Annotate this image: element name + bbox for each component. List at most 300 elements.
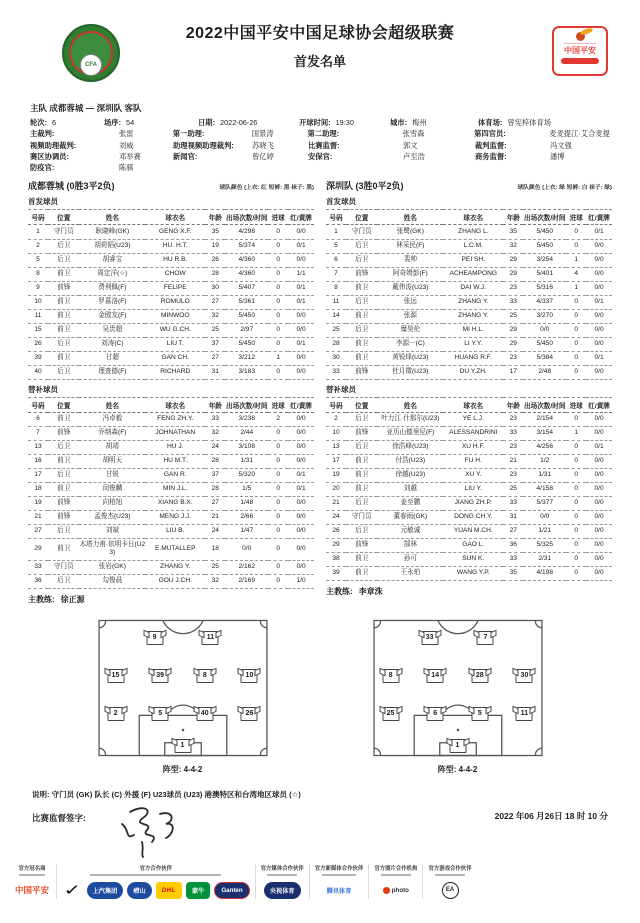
player-cell: 林采民(F) xyxy=(377,239,443,253)
player-cell: 1 xyxy=(28,225,48,239)
player-row xyxy=(326,552,612,566)
info-row xyxy=(30,117,610,128)
column-header: 年龄 xyxy=(503,210,523,225)
player-cell: 0 xyxy=(566,309,586,323)
player-cell: 4/198 xyxy=(523,566,566,580)
player-cell: 前卫 xyxy=(346,468,377,482)
player-cell: 0 xyxy=(566,239,586,253)
away-coach-label: 主教练: xyxy=(326,586,353,596)
player-row xyxy=(326,267,612,281)
player-cell: GAN CH. xyxy=(145,351,205,365)
player-cell: 33 xyxy=(326,365,346,379)
player-cell: XIANG B.X. xyxy=(145,496,205,510)
player-row xyxy=(326,309,612,323)
player-row xyxy=(28,337,314,351)
player-cell: 0/0 xyxy=(586,510,612,524)
player-cell: 35 xyxy=(503,566,523,580)
player-cell: LIU B. xyxy=(145,524,205,538)
player-cell: HUANG R.F. xyxy=(443,351,503,365)
column-header: 姓名 xyxy=(79,397,145,412)
player-cell: 5/361 xyxy=(225,295,268,309)
player-cell: 0/1 xyxy=(288,239,314,253)
info-label: 裁判监督: xyxy=(475,140,507,150)
player-cell: ROMULO xyxy=(145,295,205,309)
player-cell: 32 xyxy=(205,575,225,589)
column-header: 年龄 xyxy=(205,210,225,225)
info-value: 郭文 xyxy=(403,140,418,150)
info-value: 曾亿婷 xyxy=(252,151,274,161)
player-row xyxy=(326,566,612,580)
player-cell: 5/450 xyxy=(523,337,566,351)
player-cell: GAN R. xyxy=(145,468,205,482)
player-cell: 5/320 xyxy=(225,468,268,482)
player-row xyxy=(326,281,612,295)
player-cell: 0/1 xyxy=(288,281,314,295)
player-cell: 25 xyxy=(326,323,346,337)
player-cell: 0/0 xyxy=(586,426,612,440)
player-cell: 0/0 xyxy=(288,309,314,323)
player-row xyxy=(28,538,314,560)
info-value: 梅州 xyxy=(412,118,427,127)
info-pair xyxy=(308,140,475,151)
player-cell: GAO L. xyxy=(443,538,503,552)
info-pair xyxy=(104,117,198,128)
player-cell: 27 xyxy=(205,351,225,365)
info-label: 轮次: xyxy=(30,118,48,127)
player-cell: 0 xyxy=(268,454,288,468)
player-cell: 0 xyxy=(268,225,288,239)
player-cell: 后卫 xyxy=(346,239,377,253)
home-pitch xyxy=(90,615,276,761)
player-cell: 16 xyxy=(28,454,48,468)
info-label: 体育场: xyxy=(478,118,503,127)
column-header: 球衣名 xyxy=(443,397,503,412)
cctv-sports-logo: 央视体育 xyxy=(264,882,301,899)
info-value: 陈骐 xyxy=(119,163,134,173)
player-cell: 0 xyxy=(268,524,288,538)
sponsor-sub-line xyxy=(90,874,221,876)
sponsor-group xyxy=(368,864,422,899)
player-cell: 费利佩(F) xyxy=(79,281,145,295)
player-cell: 5/377 xyxy=(523,496,566,510)
player-cell: 0/0 xyxy=(586,412,612,426)
player-cell: DAI W.J. xyxy=(443,281,503,295)
player-cell: 金敃友(F) xyxy=(79,309,145,323)
player-cell: 0 xyxy=(268,482,288,496)
sponsor-group xyxy=(422,864,476,899)
player-cell: 0/0 xyxy=(586,538,612,552)
info-pair xyxy=(475,151,610,162)
player-cell: 闵俊麟 xyxy=(79,482,145,496)
info-label: 日期: xyxy=(198,118,216,127)
player-cell: 守门员 xyxy=(48,225,79,239)
home-subs-table xyxy=(28,397,314,589)
player-cell: 5/316 xyxy=(523,281,566,295)
column-header: 球衣名 xyxy=(145,397,205,412)
player-cell: 前卫 xyxy=(48,267,79,281)
signature-row xyxy=(32,802,608,858)
player-cell: 0/0 xyxy=(288,524,314,538)
info-pair xyxy=(308,151,475,162)
player-jersey-icon: 10 xyxy=(241,669,258,683)
sponsor-sub-line xyxy=(267,874,297,876)
player-cell: 勾俊晨 xyxy=(79,575,145,589)
home-subs-label: 替补球员 xyxy=(28,384,58,394)
player-row xyxy=(28,575,314,589)
player-cell: 0/1 xyxy=(586,351,612,365)
player-cell: 0 xyxy=(268,468,288,482)
player-cell: 11 xyxy=(326,295,346,309)
player-cell: 0 xyxy=(268,510,288,524)
sponsor-sub-line xyxy=(19,874,46,876)
player-cell: 31 xyxy=(503,510,523,524)
player-jersey-icon: 33 xyxy=(421,631,438,645)
info-value: 曾宪梓体育场 xyxy=(507,118,552,127)
player-cell: 26 xyxy=(205,253,225,267)
player-cell: ZHANG L. xyxy=(443,225,503,239)
player-cell: 前锋 xyxy=(48,426,79,440)
player-cell: JOHNATHAN xyxy=(145,426,205,440)
player-cell: 3/238 xyxy=(225,412,268,426)
player-cell: 0/0 xyxy=(288,323,314,337)
info-label: 第一助理: xyxy=(172,129,205,139)
info-pair xyxy=(307,128,474,139)
player-cell: 裴帅 xyxy=(377,253,443,267)
player-cell: 1/2 xyxy=(523,454,566,468)
player-cell: 1/47 xyxy=(225,524,268,538)
player-cell: 0 xyxy=(268,309,288,323)
player-cell: MIN J.L. xyxy=(145,482,205,496)
player-cell: 0 xyxy=(566,538,586,552)
player-cell: YE L.J. xyxy=(443,412,503,426)
info-label: 城市: xyxy=(390,118,408,127)
player-cell: 5/384 xyxy=(523,351,566,365)
player-row xyxy=(326,295,612,309)
sponsor-sub-line xyxy=(435,874,465,876)
player-cell: 0/0 xyxy=(586,239,612,253)
player-cell: GOU J.CH. xyxy=(145,575,205,589)
table-header-row xyxy=(326,397,612,412)
away-starters-label: 首发球员 xyxy=(326,197,356,207)
player-row xyxy=(326,482,612,496)
column-header: 位置 xyxy=(346,397,377,412)
info-label: 赛区协调员: xyxy=(30,151,69,161)
player-cell: GENG X.F. xyxy=(145,225,205,239)
player-cell: 23 xyxy=(503,351,523,365)
player-cell: 6 xyxy=(326,253,346,267)
column-header: 出场次数/时间 xyxy=(523,397,566,412)
player-cell: 33 xyxy=(205,412,225,426)
player-cell: 1/1 xyxy=(288,267,314,281)
player-cell: 1 xyxy=(566,253,586,267)
player-cell: 0/0 xyxy=(586,552,612,566)
mengniu-logo: 蒙牛 xyxy=(186,882,210,899)
player-cell: 7 xyxy=(326,267,346,281)
player-cell: DONG CH.Y. xyxy=(443,510,503,524)
info-pair xyxy=(30,162,173,173)
player-cell: 1/48 xyxy=(225,496,268,510)
player-cell: 4/298 xyxy=(225,225,268,239)
sponsor-logos xyxy=(321,882,358,899)
info-label: 第四官员: xyxy=(474,129,506,139)
player-cell: 8 xyxy=(28,267,48,281)
column-header: 姓名 xyxy=(377,397,443,412)
match-info-grid xyxy=(0,117,640,173)
player-cell: 0 xyxy=(268,337,288,351)
player-cell: 5/374 xyxy=(225,239,268,253)
player-cell: DU Y.ZH. xyxy=(443,365,503,379)
player-cell: 2/97 xyxy=(225,323,268,337)
player-cell: 杜月徵(U23) xyxy=(377,365,443,379)
player-cell: 35 xyxy=(205,225,225,239)
sponsor-group-label: 官方媒体合作伙伴 xyxy=(260,866,304,873)
player-cell: 17 xyxy=(503,365,523,379)
away-coach-name: 李章洙 xyxy=(358,586,383,596)
player-cell: 1 xyxy=(268,351,288,365)
info-label: 场序: xyxy=(104,118,122,127)
player-cell: 29 xyxy=(28,538,48,560)
player-cell: 10 xyxy=(28,295,48,309)
player-cell: 前卫 xyxy=(346,482,377,496)
column-header: 出场次数/时间 xyxy=(225,210,268,225)
player-cell: 40 xyxy=(28,365,48,379)
player-jersey-icon: 1 xyxy=(174,739,191,753)
player-cell: 前卫 xyxy=(48,309,79,323)
player-cell: 29 xyxy=(503,267,523,281)
home-coach-label: 主教练: xyxy=(28,595,55,605)
player-cell: 董春雨(GK) xyxy=(377,510,443,524)
player-row xyxy=(28,309,314,323)
player-cell: 27 xyxy=(503,524,523,538)
info-value: 刘威 xyxy=(119,140,134,150)
player-cell: 前锋 xyxy=(346,426,377,440)
player-cell: 罗慕洛(F) xyxy=(79,295,145,309)
info-pair xyxy=(30,151,173,162)
player-cell: 理查德(F) xyxy=(79,365,145,379)
player-cell: CHOW xyxy=(145,267,205,281)
player-cell: E.MUTALLEP xyxy=(145,538,205,560)
player-cell: 20 xyxy=(326,482,346,496)
player-cell: 2/48 xyxy=(523,365,566,379)
player-cell: 前卫 xyxy=(346,281,377,295)
player-cell: 2/169 xyxy=(225,575,268,589)
player-cell: ALESSANDRINI xyxy=(443,426,503,440)
player-cell: FELIPE xyxy=(145,281,205,295)
player-cell: 前卫 xyxy=(346,454,377,468)
player-cell: 13 xyxy=(326,440,346,454)
player-cell: 25 xyxy=(205,561,225,575)
player-cell: 0/0 xyxy=(288,225,314,239)
column-header: 红/黄牌 xyxy=(586,397,612,412)
player-cell: 0 xyxy=(268,267,288,281)
player-cell: 2/31 xyxy=(523,552,566,566)
info-pair xyxy=(30,140,173,151)
player-cell: 21 xyxy=(326,496,346,510)
player-cell: 0/0 xyxy=(586,482,612,496)
player-cell: 29 xyxy=(503,253,523,267)
player-cell: 1/31 xyxy=(523,468,566,482)
info-row xyxy=(30,162,610,173)
sponsor-group-label: 官方游戏合作伙伴 xyxy=(428,866,472,873)
player-cell: 0 xyxy=(566,482,586,496)
player-cell: 0/0 xyxy=(288,440,314,454)
player-cell: 0/0 xyxy=(586,323,612,337)
player-cell: 23 xyxy=(503,468,523,482)
info-row xyxy=(30,140,610,151)
info-value: 麦麦提江·艾合麦提 xyxy=(549,129,610,139)
player-cell: 0/0 xyxy=(288,365,314,379)
player-row xyxy=(28,561,314,575)
player-cell: 0 xyxy=(566,496,586,510)
player-cell: 0 xyxy=(268,365,288,379)
player-cell: 1/0 xyxy=(288,575,314,589)
away-formation xyxy=(358,615,558,775)
player-cell: 0/0 xyxy=(288,351,314,365)
away-kit-colors: 球队颜色 (上衣: 绿 短裤: 白 袜子: 绿) xyxy=(517,185,612,192)
player-cell: 0 xyxy=(566,295,586,309)
player-row xyxy=(326,351,612,365)
player-cell: 刘越 xyxy=(377,482,443,496)
player-row xyxy=(28,524,314,538)
player-cell: 前锋 xyxy=(48,281,79,295)
column-header: 年龄 xyxy=(503,397,523,412)
player-cell: 2 xyxy=(28,239,48,253)
player-cell: 前锋 xyxy=(346,365,377,379)
player-cell: 后卫 xyxy=(48,468,79,482)
player-cell: 前卫 xyxy=(48,351,79,365)
player-row xyxy=(28,426,314,440)
player-cell: 徐浩峰(U23) xyxy=(377,440,443,454)
info-label: 助理视频助理裁判: xyxy=(173,140,234,150)
player-cell: 0 xyxy=(566,510,586,524)
sponsor-logos xyxy=(62,882,250,899)
player-row xyxy=(326,225,612,239)
player-cell: 3/108 xyxy=(225,440,268,454)
player-cell: 阿奇姆彭(F) xyxy=(377,267,443,281)
player-cell: 2/44 xyxy=(225,426,268,440)
player-cell: 吴贵超 xyxy=(79,323,145,337)
sponsor-logos xyxy=(264,882,301,899)
player-cell: 23 xyxy=(503,440,523,454)
player-cell: 前锋 xyxy=(48,510,79,524)
player-cell: 5/450 xyxy=(523,225,566,239)
away-team-section xyxy=(326,179,612,605)
player-cell: 后卫 xyxy=(48,337,79,351)
player-cell: 2 xyxy=(326,412,346,426)
player-row xyxy=(28,323,314,337)
player-cell: 2 xyxy=(268,412,288,426)
home-starters-table xyxy=(28,209,314,379)
info-pair xyxy=(299,117,390,128)
player-cell: 前锋 xyxy=(346,267,377,281)
player-cell: 31 xyxy=(205,365,225,379)
player-cell: 0/0 xyxy=(288,426,314,440)
player-cell: 木塔力甫·依明卡日(U23) xyxy=(79,538,145,560)
player-cell: 37 xyxy=(205,468,225,482)
column-header: 号码 xyxy=(326,210,346,225)
column-header: 出场次数/时间 xyxy=(225,397,268,412)
csl-flame-icon xyxy=(576,32,585,41)
player-cell: 甘锐 xyxy=(79,468,145,482)
player-cell: 0/0 xyxy=(586,454,612,468)
player-cell: 4/337 xyxy=(523,295,566,309)
player-cell: WANG Y.P. xyxy=(443,566,503,580)
player-cell: 守门员 xyxy=(346,225,377,239)
player-cell: 36 xyxy=(503,538,523,552)
column-header: 红/黄牌 xyxy=(586,210,612,225)
player-cell: 后卫 xyxy=(346,440,377,454)
player-row xyxy=(28,454,314,468)
player-cell: 13 xyxy=(28,440,48,454)
info-label: 第二助理: xyxy=(307,129,340,139)
player-cell: 23 xyxy=(503,412,523,426)
away-team-name: 深圳队 (3胜0平2负) xyxy=(326,181,404,192)
ganten-logo: Ganten xyxy=(214,882,249,899)
info-label: 比赛监督: xyxy=(308,140,340,150)
player-cell: 0 xyxy=(566,454,586,468)
player-cell: 前卫 xyxy=(346,337,377,351)
player-row xyxy=(326,426,612,440)
player-row xyxy=(326,323,612,337)
player-row xyxy=(326,253,612,267)
info-pair xyxy=(173,128,308,139)
player-cell: 0 xyxy=(268,281,288,295)
player-cell: 5 xyxy=(28,253,48,267)
sponsor-group xyxy=(309,864,369,899)
column-header: 球衣名 xyxy=(145,210,205,225)
player-jersey-icon: 2 xyxy=(107,707,124,721)
player-cell: 守门员 xyxy=(48,561,79,575)
player-cell: 2/66 xyxy=(225,510,268,524)
table-header-row xyxy=(28,397,314,412)
ea-sports-logo: EA xyxy=(442,882,459,899)
laoshan-logo: 崂山 xyxy=(127,882,151,899)
player-cell: 刘斌 xyxy=(79,524,145,538)
player-jersey-icon: 14 xyxy=(427,669,444,683)
player-cell: 后卫 xyxy=(346,412,377,426)
player-cell: 黄锐烽(U23) xyxy=(377,351,443,365)
player-cell: 25 xyxy=(503,482,523,496)
sponsor-group-label: 官方冠名商 xyxy=(18,866,46,873)
badge-season-pill xyxy=(561,58,599,64)
player-cell: 0 xyxy=(566,524,586,538)
supervisor-signature-scribble xyxy=(110,802,188,858)
sponsor-group xyxy=(56,864,255,899)
player-cell: 33 xyxy=(503,295,523,309)
report-datetime: 2022 年06 月26日 18 时 10 分 xyxy=(494,811,608,822)
info-pair xyxy=(30,117,104,128)
player-cell: 2/162 xyxy=(225,561,268,575)
player-cell: 0 xyxy=(566,552,586,566)
player-cell: 后卫 xyxy=(346,253,377,267)
column-header: 姓名 xyxy=(79,210,145,225)
player-cell: 5/407 xyxy=(225,281,268,295)
info-label: 视频助理裁判: xyxy=(30,140,77,150)
player-cell: 0/0 xyxy=(586,253,612,267)
player-cell: 27 xyxy=(28,524,48,538)
player-cell: 29 xyxy=(503,323,523,337)
player-cell: 19 xyxy=(205,239,225,253)
player-cell: 0/0 xyxy=(586,468,612,482)
info-pair xyxy=(475,140,610,151)
player-cell: 0/0 xyxy=(586,365,612,379)
away-subs-label: 替补球员 xyxy=(326,384,356,394)
player-jersey-icon: 40 xyxy=(196,707,213,721)
player-cell: 0 xyxy=(566,337,586,351)
player-cell: 0 xyxy=(268,295,288,309)
sponsor-sub-line xyxy=(381,874,411,876)
player-cell: 30 xyxy=(205,281,225,295)
